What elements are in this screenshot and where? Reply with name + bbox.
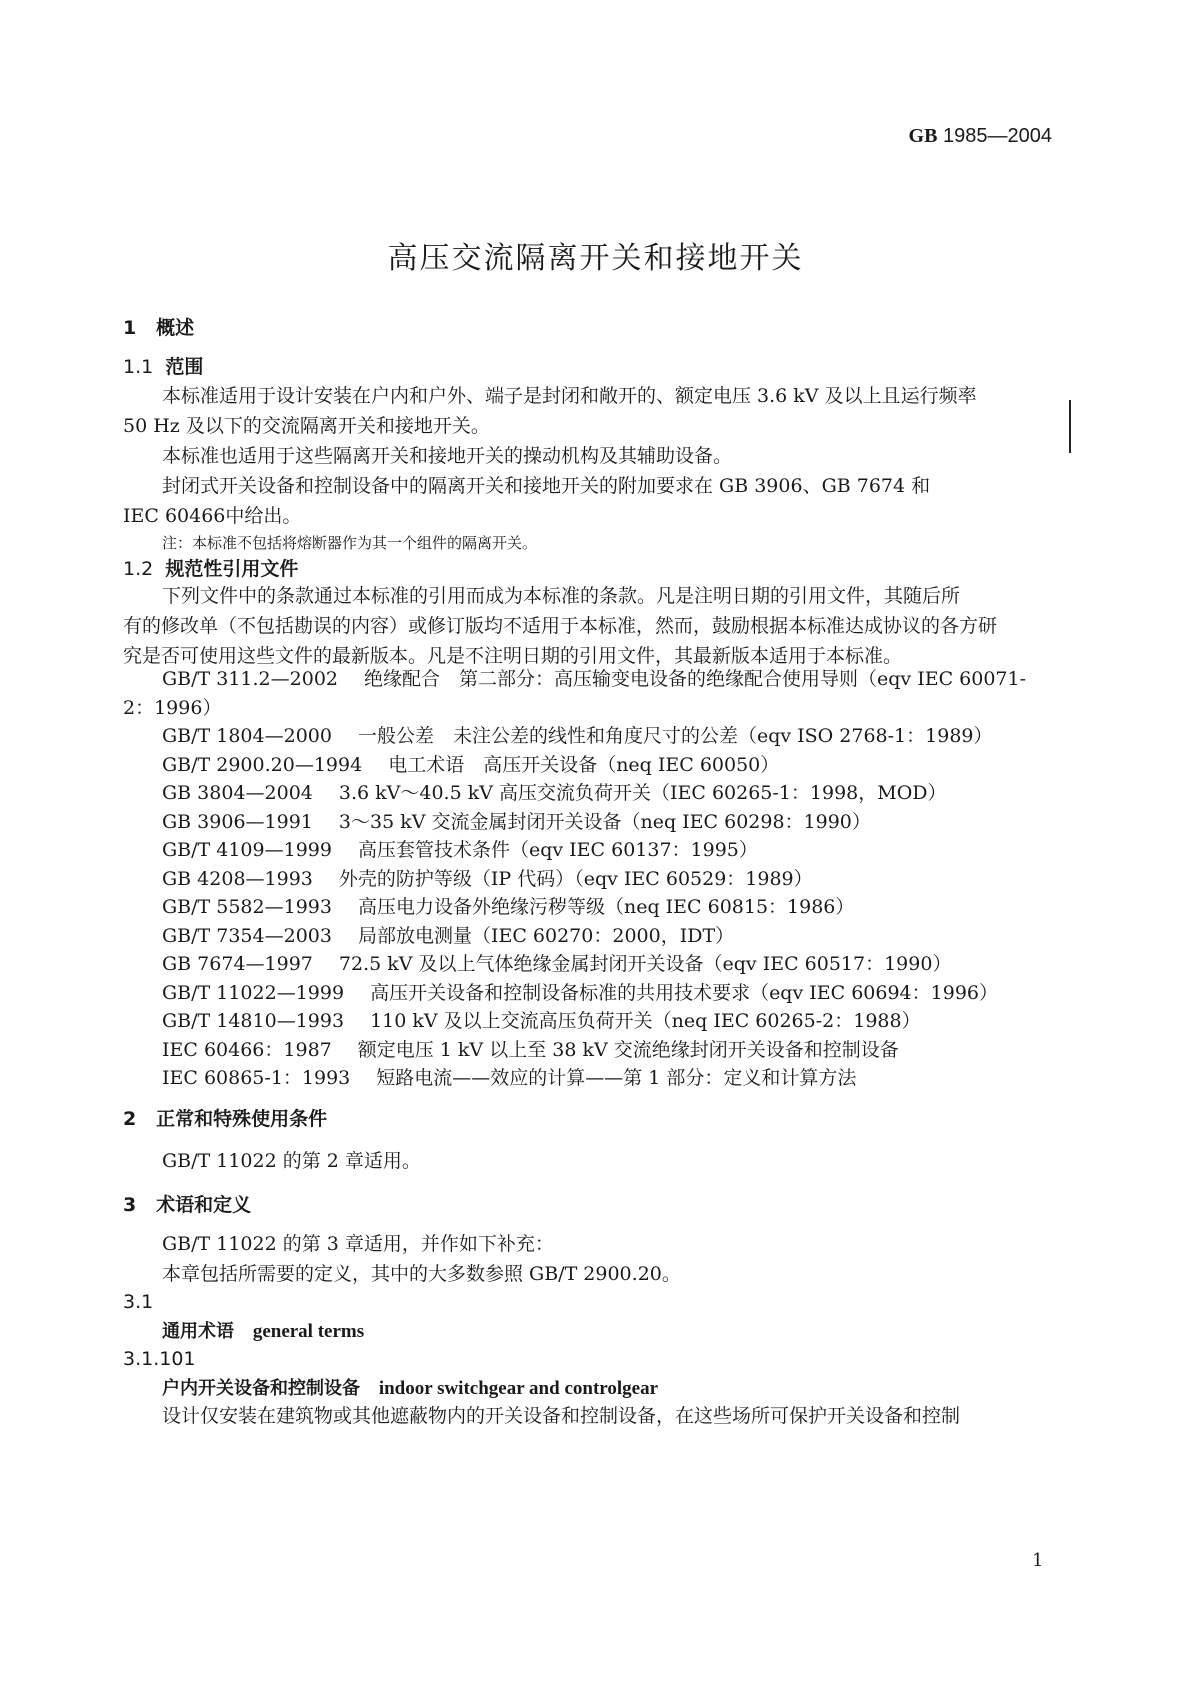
note: 注：本标准不包括将熔断器作为其一个组件的隔离开关。 <box>162 534 538 552</box>
reference-item <box>162 835 758 865</box>
reference-item <box>162 892 854 922</box>
paragraph: IEC 60466中给出。 <box>123 505 302 527</box>
section-1-2-heading: 1.2 规范性引用文件 <box>123 558 299 580</box>
reference-item <box>162 921 734 951</box>
reference-code: GB/T 5582—1993 <box>162 896 332 918</box>
page-number: 1 <box>1032 1550 1044 1571</box>
reference-code: GB/T 14810—1993 <box>162 1010 345 1032</box>
section-1-heading: 1 概述 <box>123 317 195 339</box>
change-bar <box>1069 400 1071 453</box>
reference-code: GB/T 311.2—2002 <box>162 668 339 690</box>
term-3-1: 通用术语 general terms <box>162 1321 365 1342</box>
reference-item <box>162 864 813 894</box>
reference-item <box>162 721 993 751</box>
section-3-1-101-number: 3.1.101 <box>123 1348 196 1370</box>
reference-title: 短路电流——效应的计算——第 1 部分：定义和计算方法 <box>376 1067 857 1089</box>
reference-item <box>162 750 779 780</box>
paragraph: 本标准也适用于这些隔离开关和接地开关的操动机构及其辅助设备。 <box>162 445 733 467</box>
section-2-heading: 2 正常和特殊使用条件 <box>123 1108 328 1130</box>
reference-code: GB 3906—1991 <box>162 810 313 833</box>
paragraph: 本标准适用于设计安装在户内和户外、端子是封闭和敞开的、额定电压 3.6 kV 及以上且运行频率 <box>162 385 977 407</box>
reference-item <box>162 949 951 979</box>
reference-title: 72.5 kV 及以上气体绝缘金属封闭开关设备（eqv IEC 60517：1990） <box>338 953 952 975</box>
reference-title: 电工术语 高压开关设备（neq IEC 60050） <box>388 753 780 776</box>
reference-title: 局部放电测量（IEC 60270：2000，IDT） <box>357 924 735 947</box>
reference-title: 高压套管技术条件（eqv IEC 60137：1995） <box>357 839 758 861</box>
reference-item <box>162 664 1026 694</box>
reference-item <box>123 693 221 723</box>
reference-title: 高压开关设备和控制设备标准的共用技术要求（eqv IEC 60694：1996） <box>370 981 998 1004</box>
reference-title: 3～35 kV 交流金属封闭开关设备（neq IEC 60298：1990） <box>338 810 871 833</box>
reference-title: 额定电压 1 kV 以上至 38 kV 交流绝缘封闭开关设备和控制设备 <box>357 1038 899 1061</box>
paragraph: GB/T 11022 的第 3 章适用，并作如下补充： <box>162 1233 554 1255</box>
document-title: 高压交流隔离开关和接地开关 <box>387 241 804 276</box>
reference-title: 高压电力设备外绝缘污秽等级（neq IEC 60815：1986） <box>357 896 855 918</box>
reference-code: GB/T 2900.20—1994 <box>162 753 363 776</box>
reference-item <box>162 807 871 837</box>
reference-item <box>162 1063 856 1093</box>
reference-code: GB 4208—1993 <box>162 867 313 890</box>
paragraph: 有的修改单（不包括勘误的内容）或修订版均不适用于本标准，然而，鼓励根据本标准达成协议的各方研 <box>123 615 998 637</box>
reference-title: 110 kV 及以上交流高压负荷开关（neq IEC 60265-2：1988） <box>370 1010 921 1032</box>
reference-title: 2：1996） <box>123 696 222 719</box>
reference-item <box>162 1006 921 1036</box>
paragraph: 究是否可使用这些文件的最新版本。凡是不注明日期的引用文件，其最新版本适用于本标准。 <box>123 645 903 667</box>
reference-code: GB/T 7354—2003 <box>162 924 332 947</box>
paragraph: 50 Hz 及以下的交流隔离开关和接地开关。 <box>123 415 490 437</box>
standard-code: GB 1985—2004 <box>908 125 1052 147</box>
reference-item <box>162 778 947 808</box>
reference-code: GB 7674—1997 <box>162 953 313 975</box>
paragraph: GB/T 11022 的第 2 章适用。 <box>162 1150 421 1172</box>
paragraph: 设计仅安装在建筑物或其他遮蔽物内的开关设备和控制设备，在这些场所可保护开关设备和控制 <box>162 1405 961 1427</box>
reference-code: GB/T 1804—2000 <box>162 725 332 747</box>
reference-title: 外壳的防护等级（IP 代码）（eqv IEC 60529：1989） <box>338 867 813 890</box>
term-3-1-101: 户内开关设备和控制设备 indoor switchgear and controlgear <box>162 1378 659 1399</box>
reference-code: IEC 60466：1987 <box>162 1038 332 1061</box>
reference-item <box>162 1035 899 1065</box>
paragraph: 封闭式开关设备和控制设备中的隔离开关和接地开关的附加要求在 GB 3906、GB 7674 和 <box>162 475 931 497</box>
reference-code: IEC 60865-1：1993 <box>162 1067 351 1089</box>
reference-code: GB 3804—2004 <box>162 782 313 804</box>
reference-title: 绝缘配合 第二部分：高压输变电设备的绝缘配合使用导则（eqv IEC 60071- <box>364 668 1027 690</box>
reference-title: 3.6 kV～40.5 kV 高压交流负荷开关（IEC 60265-1：1998，MOD） <box>338 782 947 804</box>
reference-code: GB/T 4109—1999 <box>162 839 332 861</box>
reference-item <box>162 978 998 1008</box>
section-3-heading: 3 术语和定义 <box>123 1194 252 1216</box>
reference-code: GB/T 11022—1999 <box>162 981 345 1004</box>
reference-title: 一般公差 未注公差的线性和角度尺寸的公差（eqv ISO 2768-1：1989） <box>357 725 993 747</box>
paragraph: 下列文件中的条款通过本标准的引用而成为本标准的条款。凡是注明日期的引用文件，其随后所 <box>162 585 961 607</box>
section-3-1-number: 3.1 <box>123 1291 154 1313</box>
section-1-1-heading: 1.1 范围 <box>123 356 204 378</box>
paragraph: 本章包括所需要的定义，其中的大多数参照 GB/T 2900.20。 <box>162 1263 681 1285</box>
